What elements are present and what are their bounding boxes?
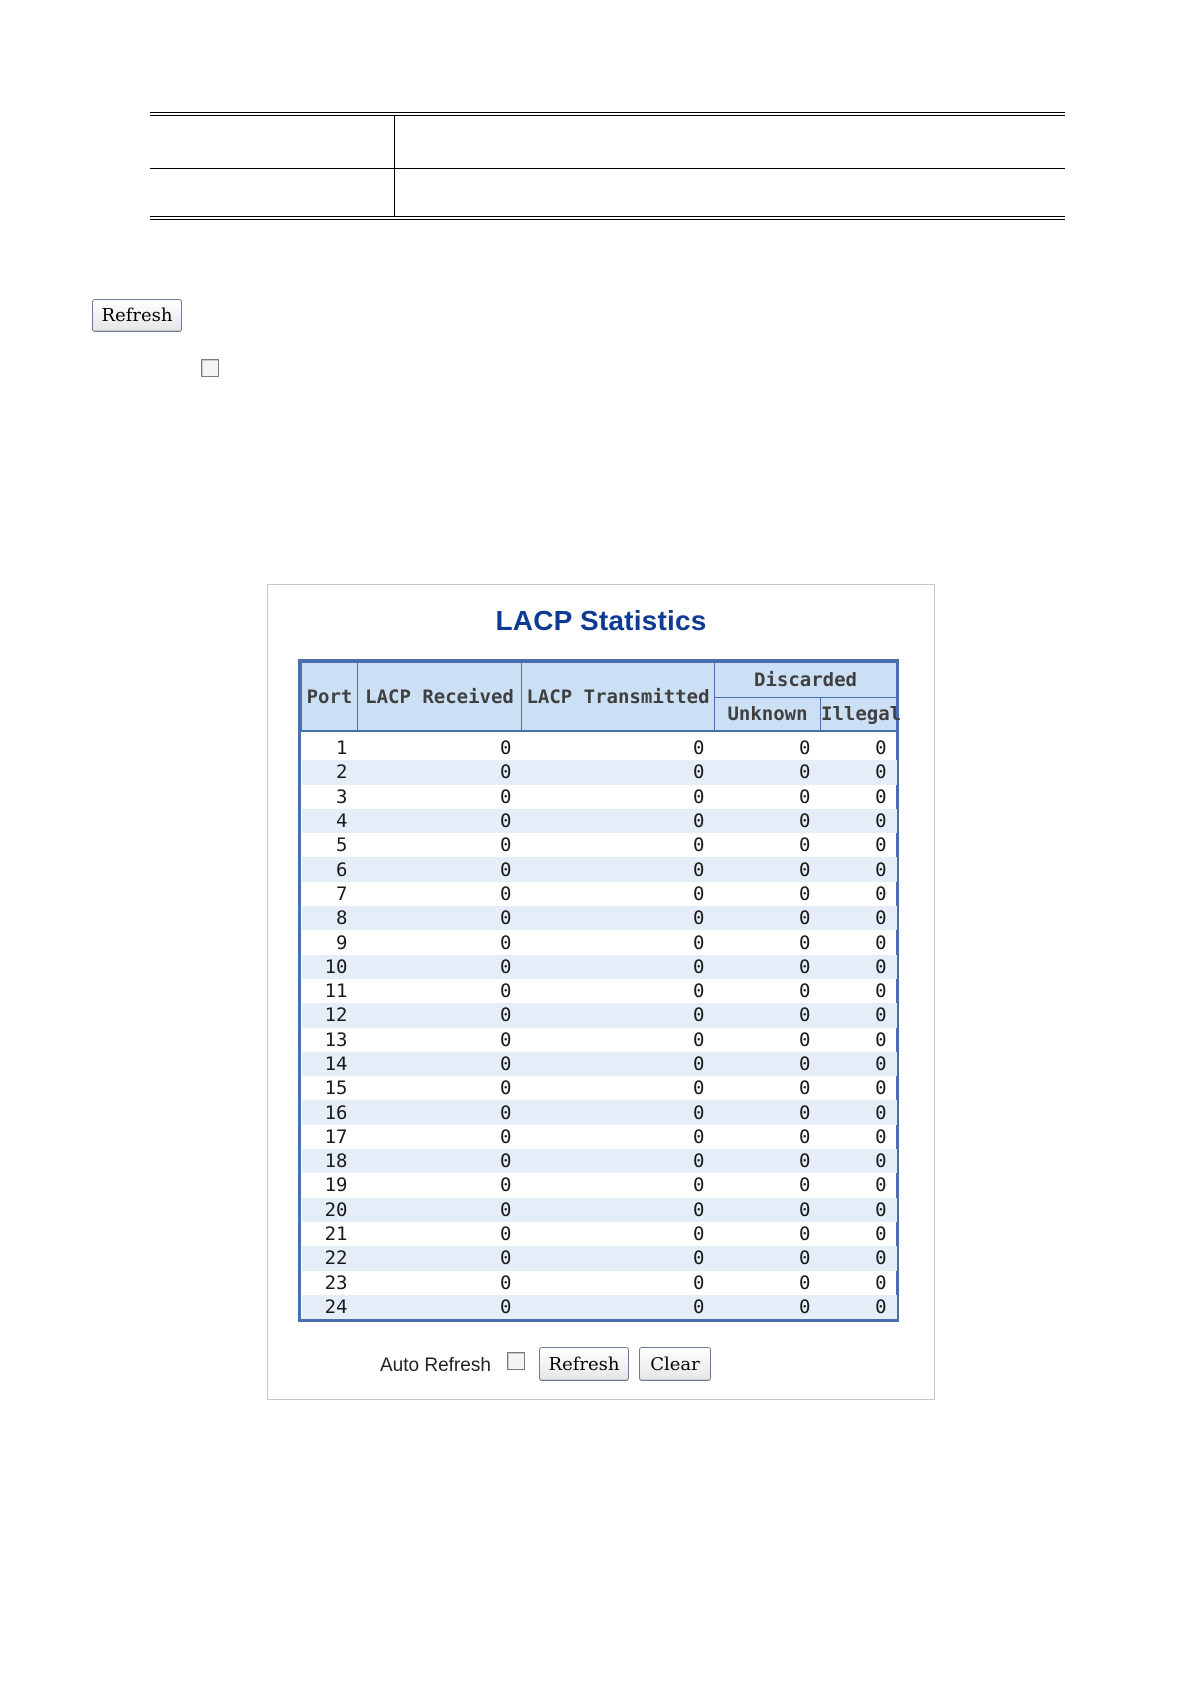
table-row [302, 1125, 897, 1149]
cell-illegal: 0 [875, 931, 887, 954]
cell-transmitted: 0 [522, 906, 715, 930]
cell-port: 4 [302, 809, 358, 833]
table-row [302, 731, 897, 760]
cell-transmitted: 0 [522, 1149, 715, 1173]
cell-illegal: 0 [875, 737, 887, 760]
cell-received: 0 [358, 1246, 522, 1270]
cell-unknown: 0 [799, 1077, 811, 1100]
cell-unknown: 0 [799, 785, 811, 808]
table-row [302, 1028, 897, 1052]
cell-unknown: 0 [715, 1100, 821, 1124]
cell-illegal: 0 [875, 1174, 887, 1197]
cell-port: 7 [336, 882, 348, 905]
cell-transmitted: 0 [693, 834, 705, 857]
cell-transmitted: 0 [522, 760, 715, 784]
cell-transmitted: 0 [522, 809, 715, 833]
description-table [150, 112, 1065, 220]
cell-transmitted: 0 [522, 857, 715, 881]
cell-unknown: 0 [715, 955, 821, 979]
cell-unknown: 0 [799, 1174, 811, 1197]
cell-port: 23 [324, 1271, 348, 1294]
cell-illegal: 0 [875, 785, 887, 808]
table-row [302, 785, 897, 809]
cell-unknown: 0 [715, 1003, 821, 1027]
cell-port: 10 [302, 955, 358, 979]
refresh-button[interactable]: Refresh [92, 299, 182, 332]
cell-unknown: 0 [715, 1198, 821, 1222]
cell-transmitted: 0 [693, 1174, 705, 1197]
cell-received: 0 [500, 1077, 512, 1100]
cell-port: 8 [302, 906, 358, 930]
cell-port: 9 [336, 931, 348, 954]
cell-illegal: 0 [821, 955, 897, 979]
cell-received: 0 [358, 1100, 522, 1124]
cell-illegal: 0 [821, 1052, 897, 1076]
table-row [302, 1003, 897, 1027]
cell-transmitted: 0 [693, 785, 705, 808]
column-header-illegal: Illegal [821, 698, 897, 732]
cell-received: 0 [500, 1271, 512, 1294]
cell-received: 0 [358, 1052, 522, 1076]
table-row [302, 955, 897, 979]
description-row [150, 116, 1065, 169]
cell-transmitted: 0 [522, 1100, 715, 1124]
cell-port: 20 [302, 1198, 358, 1222]
table-row [302, 930, 897, 954]
cell-received: 0 [358, 906, 522, 930]
cell-illegal: 0 [821, 1295, 897, 1319]
cell-illegal: 0 [821, 857, 897, 881]
table-row [302, 1222, 897, 1246]
cell-transmitted: 0 [693, 882, 705, 905]
cell-unknown: 0 [715, 1295, 821, 1319]
cell-transmitted: 0 [522, 1198, 715, 1222]
table-row [302, 1052, 897, 1076]
cell-illegal: 0 [821, 1198, 897, 1222]
column-divider [394, 116, 395, 216]
cell-illegal: 0 [875, 1223, 887, 1246]
table-row [302, 882, 897, 906]
panel-footer [268, 1347, 934, 1387]
column-header-discarded: Discarded [715, 663, 897, 698]
cell-port: 18 [302, 1149, 358, 1173]
cell-port: 14 [302, 1052, 358, 1076]
column-header-port: Port [302, 663, 358, 732]
cell-transmitted: 0 [693, 980, 705, 1003]
cell-unknown: 0 [715, 1052, 821, 1076]
cell-received: 0 [500, 785, 512, 808]
table-row [302, 1271, 897, 1295]
table-row [302, 857, 897, 881]
cell-unknown: 0 [799, 1271, 811, 1294]
cell-transmitted: 0 [522, 1246, 715, 1270]
cell-received: 0 [500, 1125, 512, 1148]
table-row [302, 979, 897, 1003]
cell-unknown: 0 [715, 760, 821, 784]
cell-transmitted: 0 [693, 931, 705, 954]
lacp-statistics-table [298, 659, 902, 1322]
cell-port: 5 [336, 834, 348, 857]
cell-received: 0 [500, 737, 512, 760]
cell-illegal: 0 [875, 980, 887, 1003]
cell-port: 12 [302, 1003, 358, 1027]
cell-transmitted: 0 [693, 1125, 705, 1148]
cell-unknown: 0 [799, 1028, 811, 1051]
cell-unknown: 0 [715, 809, 821, 833]
column-header-lacp-transmitted: LACP Transmitted [522, 663, 715, 732]
cell-received: 0 [358, 760, 522, 784]
cell-received: 0 [358, 857, 522, 881]
refresh-button[interactable]: Refresh [539, 1347, 629, 1381]
cell-received: 0 [500, 882, 512, 905]
table-row [302, 760, 897, 784]
table-row [302, 809, 897, 833]
cell-transmitted: 0 [522, 1052, 715, 1076]
cell-transmitted: 0 [693, 1271, 705, 1294]
cell-received: 0 [358, 1295, 522, 1319]
cell-port: 2 [302, 760, 358, 784]
cell-unknown: 0 [715, 857, 821, 881]
cell-illegal: 0 [875, 834, 887, 857]
cell-unknown: 0 [799, 834, 811, 857]
cell-unknown: 0 [799, 882, 811, 905]
cell-illegal: 0 [821, 1246, 897, 1270]
column-header-lacp-received: LACP Received [358, 663, 522, 732]
cell-port: 1 [336, 737, 348, 760]
table-row [302, 1100, 897, 1124]
auto-refresh-label: Auto Refresh [380, 1355, 491, 1376]
cell-unknown: 0 [715, 906, 821, 930]
cell-unknown: 0 [715, 1149, 821, 1173]
cell-transmitted: 0 [693, 1077, 705, 1100]
cell-port: 19 [324, 1174, 348, 1197]
cell-transmitted: 0 [693, 737, 705, 760]
cell-received: 0 [358, 1149, 522, 1173]
cell-unknown: 0 [799, 931, 811, 954]
cell-received: 0 [358, 809, 522, 833]
cell-unknown: 0 [799, 1223, 811, 1246]
cell-unknown: 0 [715, 1246, 821, 1270]
cell-port: 16 [302, 1100, 358, 1124]
cell-received: 0 [500, 1174, 512, 1197]
cell-port: 15 [324, 1077, 348, 1100]
cell-received: 0 [500, 834, 512, 857]
cell-unknown: 0 [799, 980, 811, 1003]
cell-illegal: 0 [875, 1125, 887, 1148]
cell-port: 24 [302, 1295, 358, 1319]
cell-transmitted: 0 [693, 1223, 705, 1246]
page-title: LACP Statistics [495, 605, 707, 636]
cell-received: 0 [358, 1198, 522, 1222]
table-row [302, 1173, 897, 1197]
cell-illegal: 0 [821, 809, 897, 833]
table-row [302, 1076, 897, 1100]
cell-illegal: 0 [875, 1271, 887, 1294]
cell-received: 0 [358, 955, 522, 979]
cell-transmitted: 0 [522, 1295, 715, 1319]
cell-transmitted: 0 [522, 955, 715, 979]
cell-received: 0 [358, 1003, 522, 1027]
cell-unknown: 0 [799, 737, 811, 760]
lacp-statistics-panel [267, 584, 935, 1400]
cell-port: 6 [302, 857, 358, 881]
cell-illegal: 0 [875, 1028, 887, 1051]
clear-button[interactable]: Clear [639, 1347, 711, 1381]
cell-transmitted: 0 [522, 1003, 715, 1027]
table-row [302, 906, 897, 930]
cell-illegal: 0 [821, 1100, 897, 1124]
cell-illegal: 0 [875, 1077, 887, 1100]
table-row [302, 833, 897, 857]
cell-illegal: 0 [875, 882, 887, 905]
cell-illegal: 0 [821, 906, 897, 930]
cell-port: 13 [324, 1028, 348, 1051]
table-row [302, 1295, 897, 1319]
cell-received: 0 [500, 1028, 512, 1051]
cell-port: 21 [324, 1223, 348, 1246]
cell-port: 3 [336, 785, 348, 808]
table-row [302, 1149, 897, 1173]
cell-transmitted: 0 [693, 1028, 705, 1051]
cell-received: 0 [500, 931, 512, 954]
table-row [302, 1198, 897, 1222]
cell-unknown: 0 [799, 1125, 811, 1148]
cell-illegal: 0 [821, 760, 897, 784]
description-row [150, 169, 1065, 217]
cell-received: 0 [500, 980, 512, 1003]
cell-port: 22 [302, 1246, 358, 1270]
cell-port: 11 [324, 980, 348, 1003]
table-row [302, 1246, 897, 1270]
auto-refresh-checkbox[interactable] [507, 1352, 525, 1370]
cell-illegal: 0 [821, 1149, 897, 1173]
cell-illegal: 0 [821, 1003, 897, 1027]
column-header-unknown: Unknown [715, 698, 821, 732]
cell-port: 17 [324, 1125, 348, 1148]
cell-received: 0 [500, 1223, 512, 1246]
auto-refresh-checkbox[interactable] [201, 359, 219, 377]
